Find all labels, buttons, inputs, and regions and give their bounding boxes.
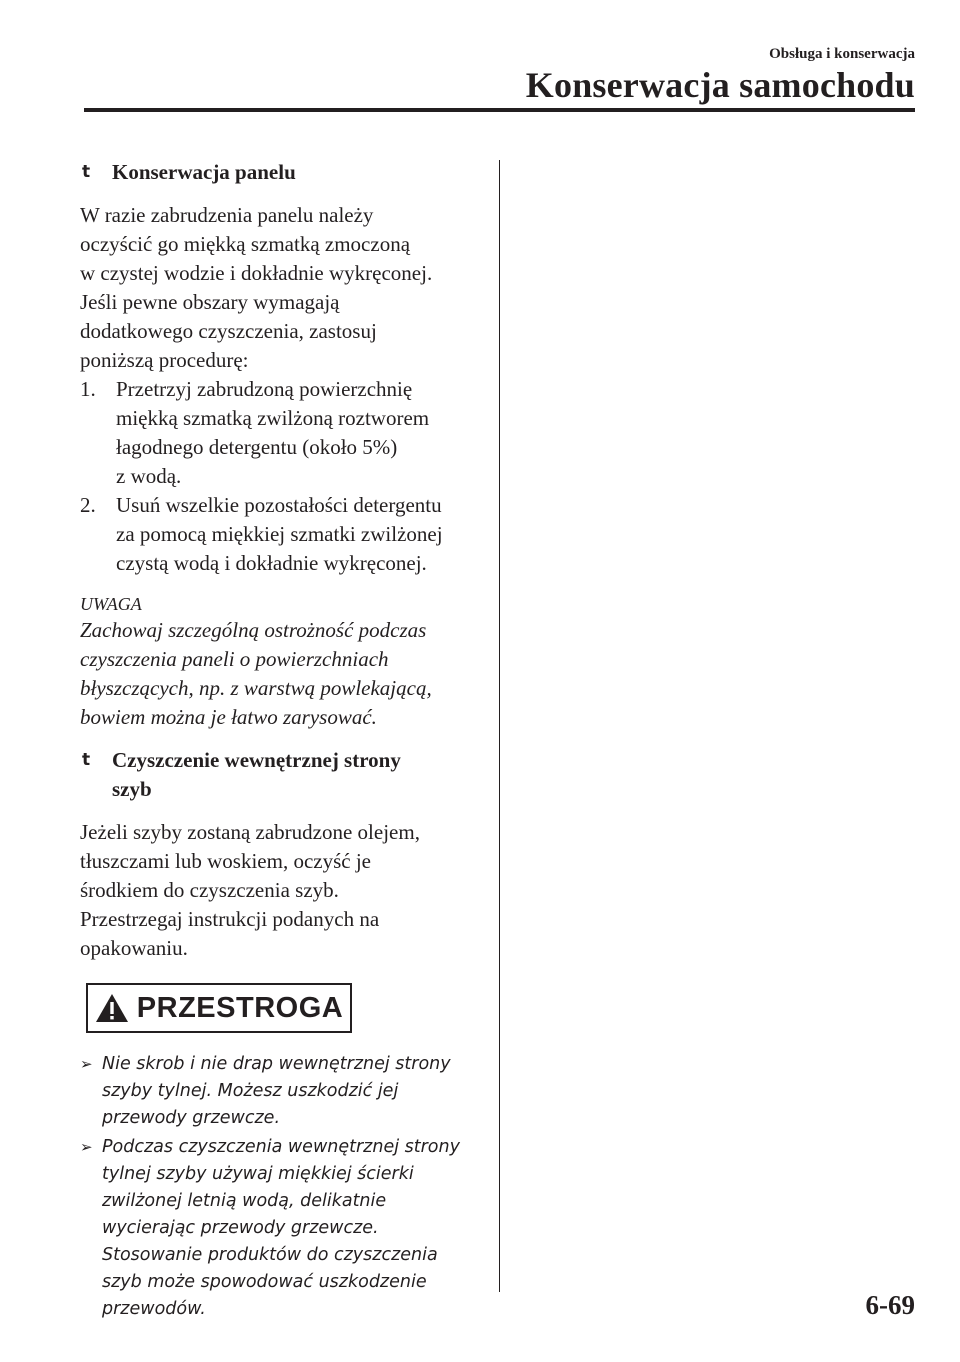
- header-title: Konserwacja samochodu: [525, 65, 915, 105]
- list-item: [80, 1134, 475, 1323]
- panel-heading: [80, 158, 475, 187]
- list-item: [80, 491, 475, 578]
- list-item: [80, 375, 475, 491]
- caution-box: [86, 983, 352, 1033]
- bullet-icon: t: [82, 750, 91, 770]
- column-divider: [499, 160, 500, 1292]
- panel-intro: W razie zabrudzenia panelu należy oczyścić go miękką szmatką zmoczoną w czystej wodzie i dokładnie wykręconej. Jeśli pewne obszary wymagają dodatkowego czyszczenia, zastosuj poniższą procedurę:: [80, 203, 433, 372]
- note-text: Zachowaj szczególną ostrożność podczas czyszczenia paneli o powierzchniach błyszczących, np. z warstwą powlekającą, bowiem można je łatwo zarysować.: [80, 618, 432, 729]
- panel-steps: [80, 375, 475, 578]
- bullet-icon: t: [82, 162, 91, 182]
- page-number: 6-69: [865, 1290, 915, 1320]
- windows-text: Jeżeli szyby zostaną zabrudzone olejem, tłuszczami lub woskiem, oczyść je środkiem do czyszczenia szyb. Przestrzegaj instrukcji podanych na opakowaniu.: [80, 820, 420, 960]
- header-section-label: Obsługa i konserwacja: [769, 46, 915, 62]
- caution-item-text: Podczas czyszczenia wewnętrznej strony tylnej szyby używaj miękkiej ścierki zwilżonej letnią wodą, delikatnie wycierając przewody grzewcze. Stosowanie produktów do czyszczenia szyb może spowodować uszkodzenie przewodów.: [102, 1137, 460, 1319]
- caution-item-text: Nie skrob i nie drap wewnętrznej strony szyby tylnej. Możesz uszkodzić jej przewody grzewcze.: [102, 1054, 451, 1128]
- left-column: [80, 158, 475, 1325]
- header-rule: [84, 108, 915, 112]
- panel-heading-text: Konserwacja panelu: [112, 160, 296, 184]
- note-label: UWAGA: [80, 594, 142, 614]
- windows-heading-text: Czyszczenie wewnętrznej strony szyb: [112, 748, 401, 801]
- caution-label: PRZESTROGA: [136, 991, 344, 1024]
- step-text: Przetrzyj zabrudzoną powierzchnię miękką szmatką zwilżoną roztworem łagodnego detergentu (około 5%) z wodą.: [116, 377, 430, 488]
- arrow-bullet-icon: ➢: [80, 1055, 93, 1073]
- caution-list: [80, 1051, 475, 1323]
- windows-heading: [80, 746, 475, 804]
- warning-triangle-icon: [95, 993, 129, 1023]
- step-text: Usuń wszelkie pozostałości detergentu za pomocą miękkiej szmatki zwilżonej czystą wodą i dokładnie wykręconej.: [116, 493, 443, 575]
- arrow-bullet-icon: ➢: [80, 1138, 93, 1156]
- list-item: [80, 1051, 475, 1132]
- step-number: 2.: [80, 493, 96, 517]
- step-number: 1.: [80, 377, 96, 401]
